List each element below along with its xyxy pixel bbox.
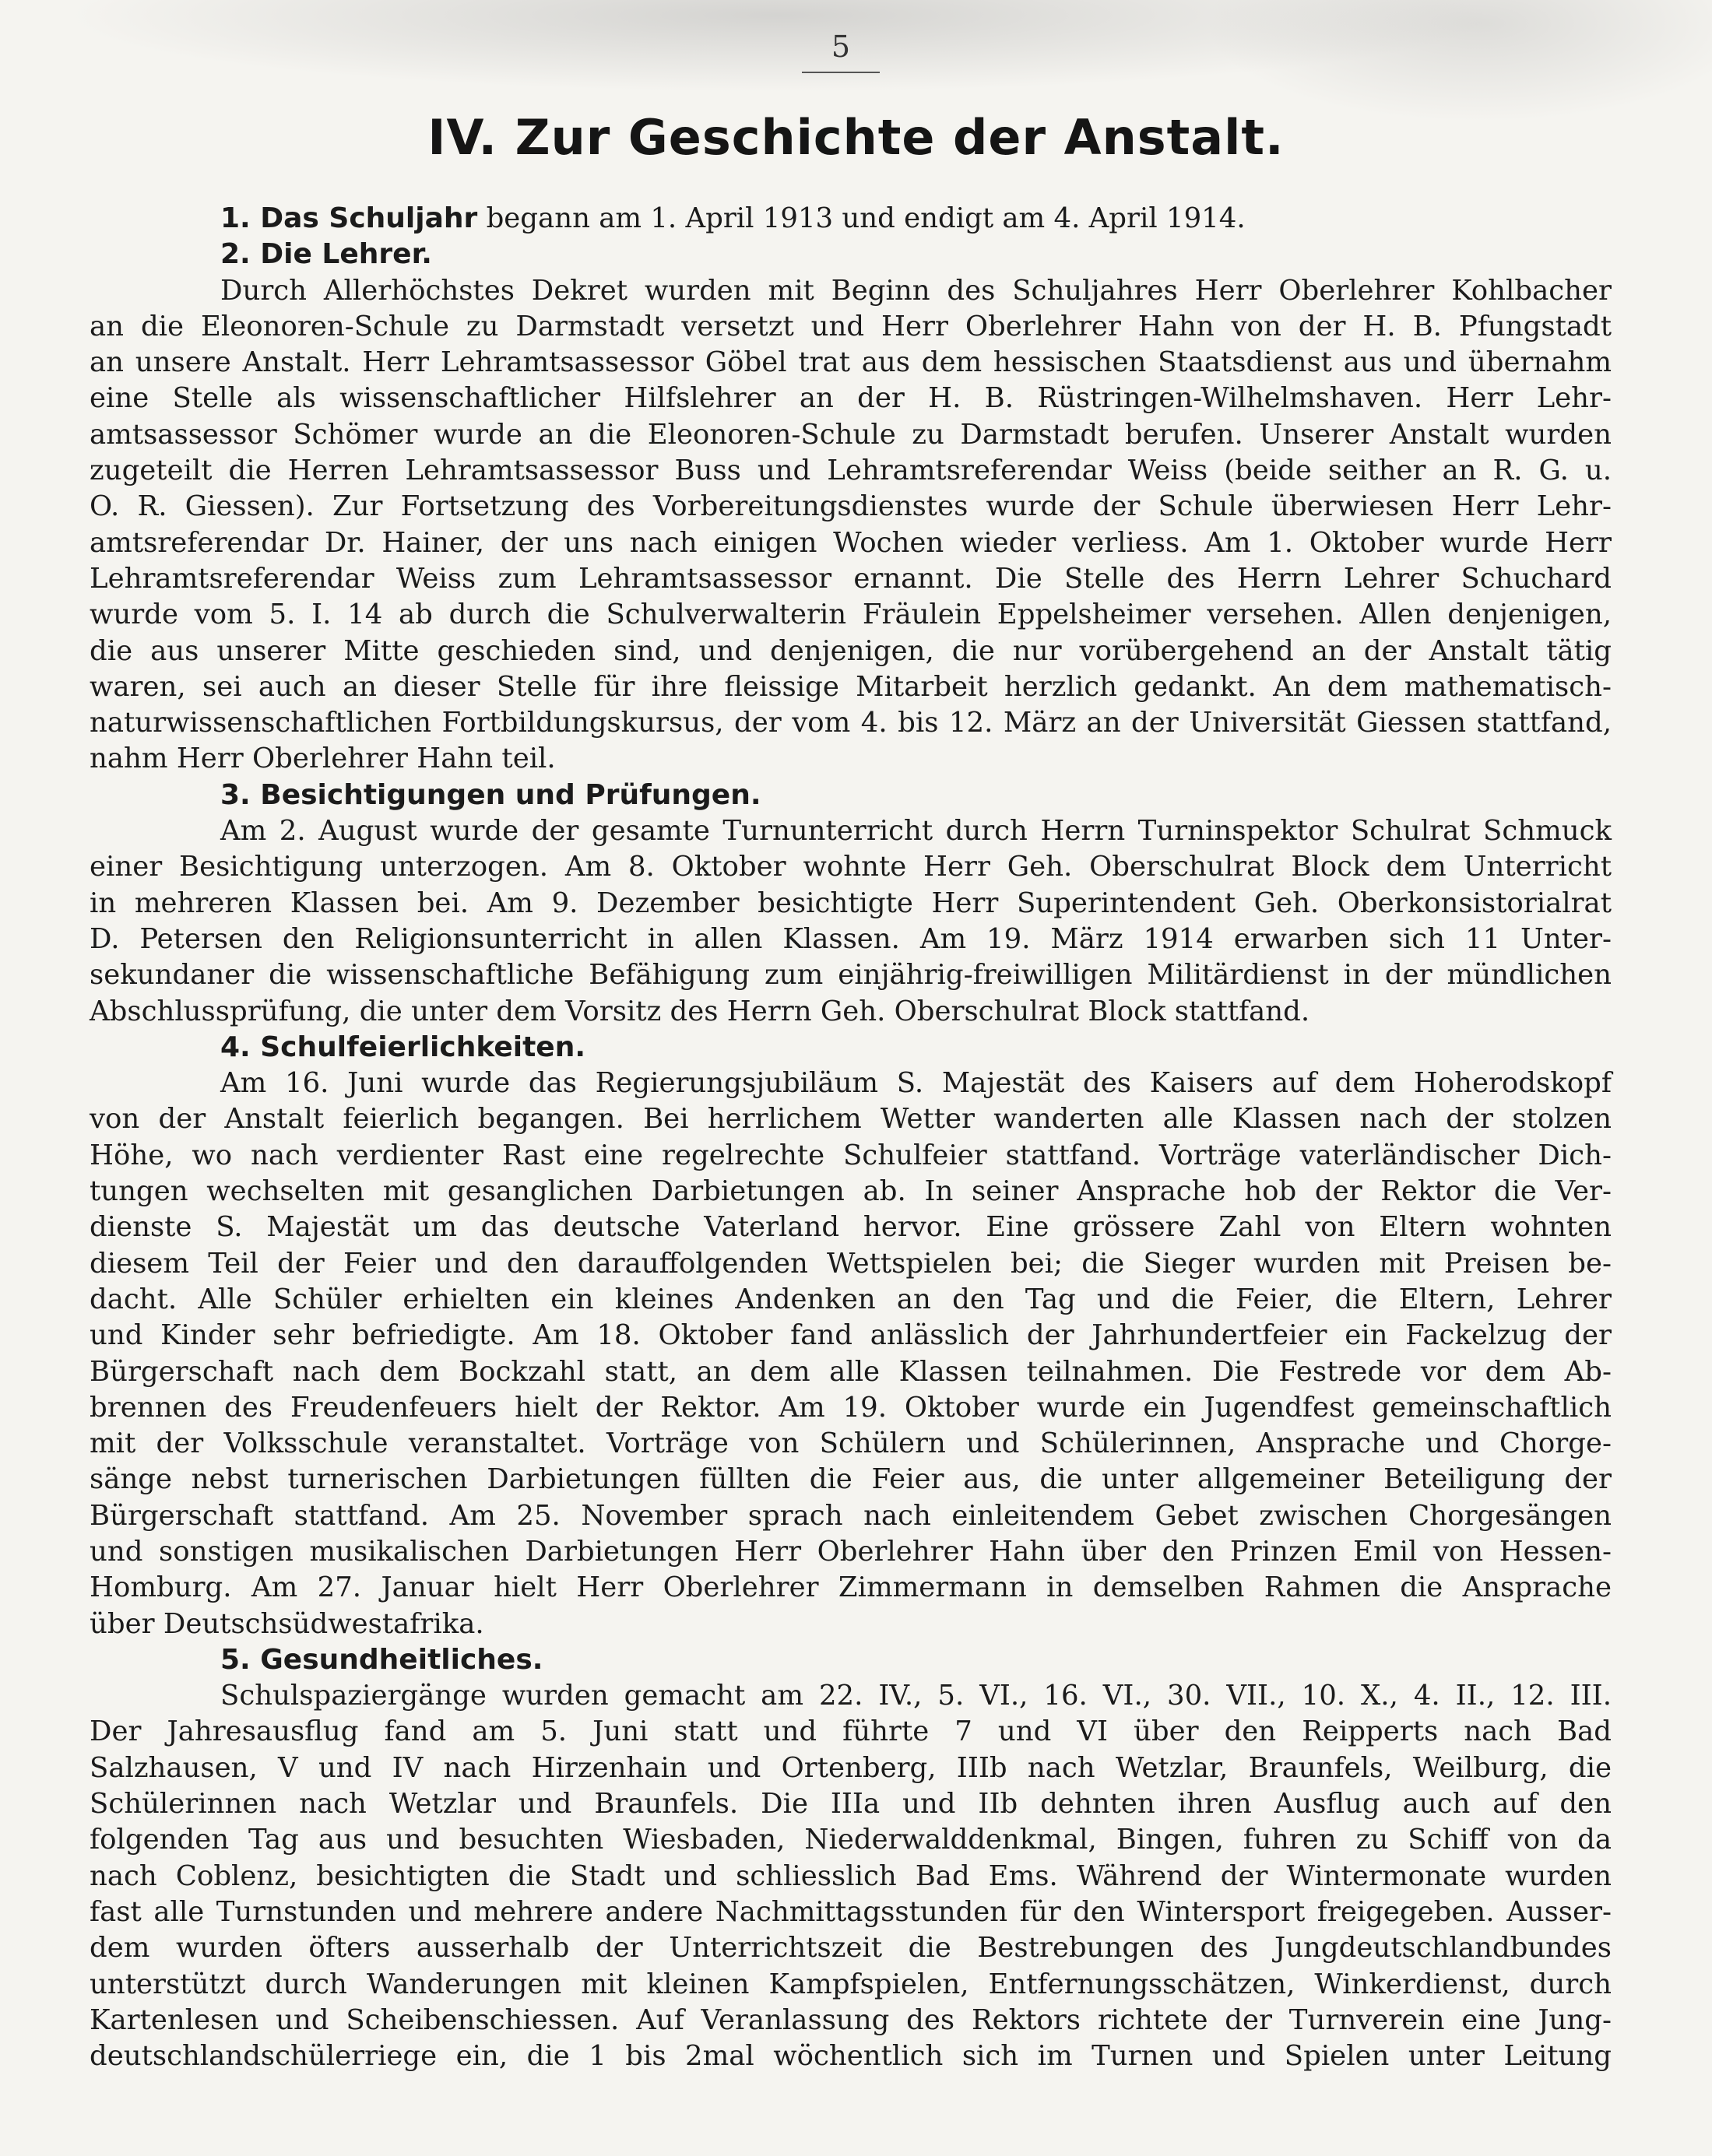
section-heading: 2. Die Lehrer.	[220, 238, 432, 271]
paragraph-line: Abschlussprüfung, die unter dem Vorsitz des Herrn Geh. Oberschulrat Block stattfand.	[90, 995, 1310, 1027]
paragraph-line: nach Coblenz, besichtigten die Stadt und schliesslich Bad Ems. Während der Wintermonate wurden	[90, 1859, 1612, 1892]
paragraph-line: D. Petersen den Religionsunterricht in allen Klassen. Am 19. März 1914 erwarben sich 11 Unter-	[90, 922, 1612, 955]
paragraph-line: unterstützt durch Wanderungen mit kleinen Kampfspielen, Entfernungsschätzen, Winkerdienst, durch	[90, 1968, 1612, 2000]
paragraph-line: die aus unserer Mitte geschieden sind, und denjenigen, die nur vorübergehend an der Anstalt tätig	[90, 634, 1612, 667]
line-text: begann am 1. April 1913 und endigt am 4. April 1914.	[486, 202, 1246, 234]
paragraph-line: und sonstigen musikalischen Darbietungen Herr Oberlehrer Hahn über den Prinzen Emil von Hessen-	[90, 1535, 1612, 1568]
paragraph-line: von der Anstalt feierlich begangen. Bei herrlichem Wetter wanderten alle Klassen nach der stolzen	[90, 1103, 1612, 1136]
body-text	[90, 201, 1612, 2074]
paragraph-line: an unsere Anstalt. Herr Lehramtsassessor Göbel trat aus dem hessischen Staatsdienst aus und übernahm	[90, 346, 1612, 379]
paragraph-line: zugeteilt die Herren Lehramtsassessor Buss und Lehramtsreferendar Weiss (beide seither an R. G. u.	[90, 455, 1612, 487]
paragraph-line: mit der Volksschule veranstaltet. Vorträge von Schülern und Schülerinnen, Ansprache und Chorge-	[90, 1427, 1612, 1460]
paragraph-line: sänge nebst turnerischen Darbietungen füllten die Feier aus, die unter allgemeiner Beteiligung der	[90, 1463, 1612, 1496]
paragraph-line: tungen wechselten mit gesanglichen Darbietungen ab. In seiner Ansprache hob der Rektor die Ver-	[90, 1175, 1612, 1208]
paragraph-line: fast alle Turnstunden und mehrere andere Nachmittagsstunden für den Wintersport freigegeben. Ausser-	[90, 1895, 1612, 1928]
paragraph-line: folgenden Tag aus und besuchten Wiesbaden, Niederwalddenkmal, Bingen, fuhren zu Schiff von da	[90, 1824, 1612, 1856]
paragraph-line: dacht. Alle Schüler erhielten ein kleines Andenken an den Tag und die Feier, die Eltern, Lehrer	[90, 1283, 1612, 1315]
paragraph-line: Lehramtsreferendar Weiss zum Lehramtsassessor ernannt. Die Stelle des Herrn Lehrer Schuchard	[90, 562, 1612, 595]
paragraph-line: in mehreren Klassen bei. Am 9. Dezember besichtigte Herr Superintendent Geh. Oberkonsistorialrat	[90, 887, 1612, 919]
paragraph-line: amtsreferendar Dr. Hainer, der uns nach einigen Wochen wieder verliess. Am 1. Oktober wurde Herr	[90, 526, 1612, 559]
paragraph-line: dienste S. Majestät um das deutsche Vaterland hervor. Eine grössere Zahl von Eltern wohnten	[90, 1211, 1612, 1244]
paragraph-line: brennen des Freudenfeuers hielt der Rektor. Am 19. Oktober wurde ein Jugendfest gemeinschaftlich	[90, 1391, 1612, 1424]
section-schulfeierlichkeiten	[90, 1030, 1612, 1642]
paragraph-line: Der Jahresausflug fand am 5. Juni statt und führte 7 und VI über den Reipperts nach Bad	[90, 1715, 1612, 1748]
paragraph-line: Salzhausen, V und IV nach Hirzenhain und Ortenberg, IIIb nach Wetzlar, Braunfels, Weilburg, die	[90, 1751, 1612, 1784]
chapter-title: IV. Zur Geschichte der Anstalt.	[427, 109, 1285, 166]
paragraph-line: über Deutschsüdwestafrika.	[90, 1607, 484, 1640]
section-heading: 5. Gesundheitliches.	[220, 1643, 543, 1676]
paragraph-line: wurde vom 5. I. 14 ab durch die Schulverwalterin Fräulein Eppelsheimer versehen. Allen denjenigen,	[90, 599, 1612, 631]
page-number-rule	[802, 72, 880, 73]
paragraph-line: naturwissenschaftlichen Fortbildungskursus, der vom 4. bis 12. März an der Universität Giessen stattfand,	[90, 707, 1612, 739]
paragraph-line: Kartenlesen und Scheibenschiessen. Auf Veranlassung des Rektors richtete der Turnverein eine Jung-	[90, 2003, 1612, 2036]
paragraph-line: O. R. Giessen). Zur Fortsetzung des Vorbereitungsdienstes wurde der Schule überwiesen Herr Lehr-	[90, 490, 1612, 523]
page-number: 5	[831, 30, 851, 64]
section-heading: 1. Das Schuljahr	[220, 202, 478, 234]
paragraph-line: einer Besichtigung unterzogen. Am 8. Oktober wohnte Herr Geh. Oberschulrat Block dem Unterricht	[90, 851, 1612, 883]
section-besichtigungen	[90, 778, 1612, 1030]
paragraph-line: und Kinder sehr befriedigte. Am 18. Oktober fand anlässlich der Jahrhundertfeier ein Fackelzug der	[90, 1319, 1612, 1352]
paragraph-line: Homburg. Am 27. Januar hielt Herr Oberlehrer Zimmermann in demselben Rahmen die Ansprache	[90, 1571, 1612, 1604]
paragraph-line: Bürgerschaft stattfand. Am 25. November sprach nach einleitendem Gebet zwischen Chorgesängen	[90, 1499, 1612, 1532]
section-lehrer	[90, 237, 1612, 777]
paragraph-line: waren, sei auch an dieser Stelle für ihre fleissige Mitarbeit herzlich gedankt. An dem mathematisch-	[90, 670, 1612, 703]
paragraph-line: Durch Allerhöchstes Dekret wurden mit Beginn des Schuljahres Herr Oberlehrer Kohlbacher	[220, 274, 1612, 307]
paragraph-line: amtsassessor Schömer wurde an die Eleonoren-Schule zu Darmstadt berufen. Unserer Anstalt wurden	[90, 418, 1612, 451]
paragraph-line: Höhe, wo nach verdienter Rast eine regelrechte Schulfeier stattfand. Vorträge vaterländischer Dich-	[90, 1139, 1612, 1171]
paragraph-line: dem wurden öfters ausserhalb der Unterrichtszeit die Bestrebungen des Jungdeutschlandbundes	[90, 1932, 1612, 1965]
paragraph-line: sekundaner die wissenschaftliche Befähigung zum einjährig-freiwilligen Militärdienst in der mündlichen	[90, 959, 1612, 992]
paragraph-line: an die Eleonoren-Schule zu Darmstadt versetzt und Herr Oberlehrer Hahn von der H. B. Pfungstadt	[90, 310, 1612, 342]
paragraph-line: Am 2. August wurde der gesamte Turnunterricht durch Herrn Turninspektor Schulrat Schmuck	[220, 815, 1612, 848]
paragraph-line: Schülerinnen nach Wetzlar und Braunfels. Die IIIa und IIb dehnten ihren Ausflug auch auf den	[90, 1788, 1612, 1821]
section-gesundheitliches	[90, 1642, 1612, 2075]
section-heading: 3. Besichtigungen und Prüfungen.	[220, 778, 761, 811]
paragraph-line: Am 16. Juni wurde das Regierungsjubiläum S. Majestät des Kaisers auf dem Hoherodskopf	[220, 1067, 1612, 1100]
paragraph-line: diesem Teil der Feier und den darauffolgenden Wettspielen bei; die Sieger wurden mit Preisen be-	[90, 1247, 1612, 1280]
paragraph-line: nahm Herr Oberlehrer Hahn teil.	[90, 743, 556, 775]
paragraph-line: Bürgerschaft nach dem Bockzahl statt, an dem alle Klassen teilnahmen. Die Festrede vor dem Ab-	[90, 1355, 1612, 1388]
paragraph-line: deutschlandschülerriege ein, die 1 bis 2mal wöchentlich sich im Turnen und Spielen unter Leitung	[90, 2040, 1612, 2073]
paragraph-line	[90, 201, 1612, 237]
section-schuljahr	[90, 201, 1612, 237]
paragraph-line: Schulspaziergänge wurden gemacht am 22. IV., 5. VI., 16. VI., 30. VII., 10. X., 4. II., 12. III.	[220, 1680, 1612, 1712]
section-heading: 4. Schulfeierlichkeiten.	[220, 1031, 586, 1063]
paragraph-line: eine Stelle als wissenschaftlicher Hilfslehrer an der H. B. Rüstringen-Wilhelmshaven. Herr Lehr-	[90, 382, 1612, 415]
